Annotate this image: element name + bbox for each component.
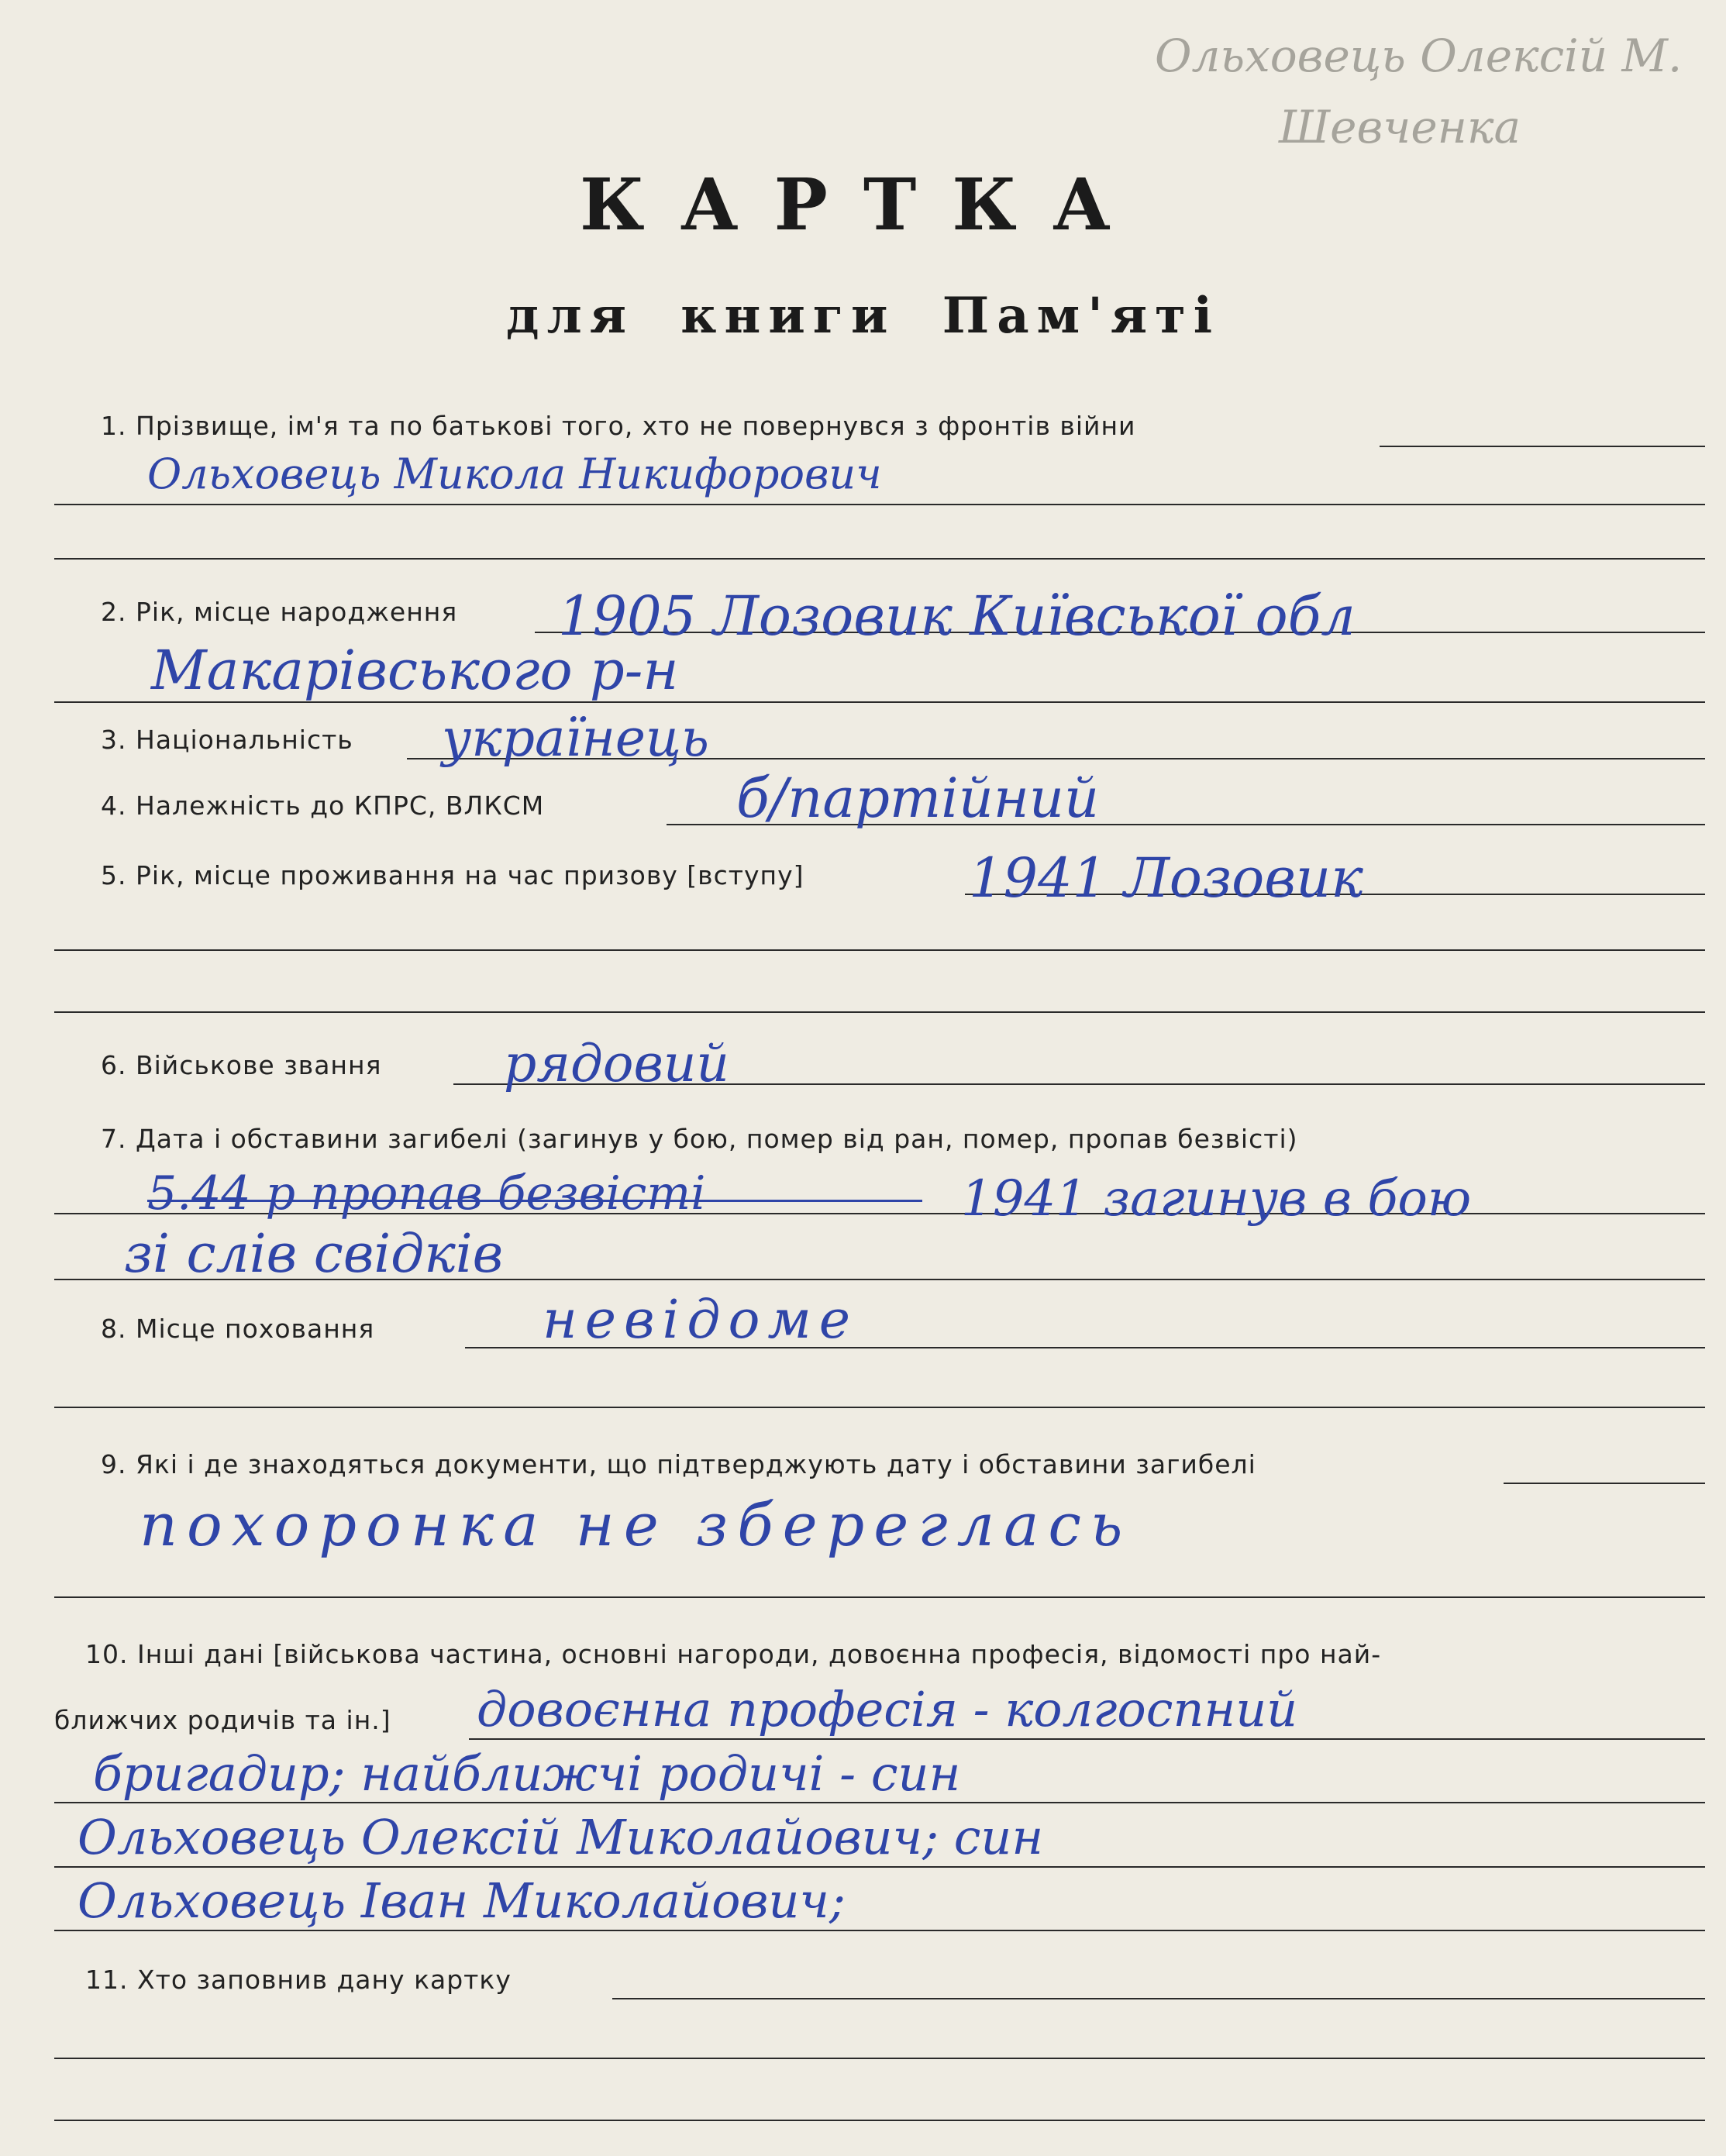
field-10-line-a	[469, 1738, 1705, 1740]
field-11-line-b	[54, 2058, 1705, 2059]
field-8-line-b	[54, 1407, 1705, 1408]
field-5-value: 1941 Лозовик	[969, 846, 1363, 910]
field-10-value-line-2: бригадир; найближчі родичі - син	[93, 1745, 961, 1802]
field-6-value: рядовий	[504, 1034, 729, 1093]
field-1-line-b	[54, 504, 1705, 505]
field-4-text: Належність до КПРС, ВЛКСМ	[136, 790, 545, 821]
field-4-value: б/партійний	[736, 766, 1100, 830]
field-4-number: 4.	[101, 790, 127, 821]
field-7-line-b	[54, 1279, 1705, 1280]
field-2-number: 2.	[101, 597, 127, 627]
field-7-number: 7.	[101, 1124, 127, 1154]
field-11-label	[85, 1965, 512, 1995]
field-10-line-b	[54, 1802, 1705, 1803]
field-3-label	[101, 725, 353, 755]
field-10-value-line-4: Ольховець Іван Миколайович;	[78, 1872, 846, 1929]
field-8-text: Місце поховання	[136, 1314, 375, 1344]
field-5-label	[101, 860, 804, 890]
corner-note-line-1: Ольховець Олексій М.	[1155, 29, 1683, 82]
field-10-line-d	[54, 1930, 1705, 1931]
field-1-label	[101, 411, 1135, 441]
field-7-value-line-2: зі слів свідків	[124, 1224, 504, 1285]
field-2-label	[101, 597, 457, 627]
field-5-line-c	[54, 1011, 1705, 1013]
field-2-value: 1905 Лозовик Київської обл	[558, 584, 1356, 648]
field-3-number: 3.	[101, 725, 127, 755]
field-6-text: Військове звання	[136, 1050, 382, 1080]
field-11-line-c	[54, 2120, 1705, 2121]
field-10-number: 10.	[85, 1639, 129, 1669]
field-9-line-b	[54, 1596, 1705, 1598]
field-7-label	[101, 1124, 1298, 1154]
field-10-label	[85, 1639, 1381, 1669]
field-3-value: українець	[442, 708, 709, 768]
field-8-value: невідоме	[543, 1290, 859, 1351]
field-9-line-a	[1504, 1483, 1705, 1484]
field-1-line-c	[54, 558, 1705, 560]
field-7-strikethrough	[147, 1200, 922, 1202]
field-6-label	[101, 1050, 381, 1080]
card-title: КАРТКА	[580, 163, 1146, 246]
field-8-number: 8.	[101, 1314, 127, 1344]
field-11-line-a	[612, 1998, 1705, 1999]
field-5-text: Рік, місце проживання на час призову [вступу]	[136, 860, 804, 890]
field-7-value-struck: 5.44 р пропав безвісті	[147, 1166, 706, 1221]
field-10-value-line-3: Ольховець Олексій Миколайович; син	[78, 1809, 1044, 1865]
field-1-value: Ольховець Микола Никифорович	[147, 449, 882, 498]
field-9-text: Які і де знаходяться документи, що підтверджують дату і обставини загибелі	[136, 1449, 1256, 1479]
field-7-text: Дата і обставини загибелі (загинув у бою, помер від ран, помер, пропав безвісті)	[136, 1124, 1298, 1154]
field-10-text: Інші дані [військова частина, основні нагороди, довоєнна професія, відомості про най-	[136, 1639, 1382, 1669]
field-10-label-line-2: ближчих родичів та ін.]	[54, 1705, 391, 1735]
field-8-label	[101, 1314, 374, 1344]
field-3-text: Національність	[136, 725, 353, 755]
field-6-number: 6.	[101, 1050, 127, 1080]
field-1-number: 1.	[101, 411, 127, 441]
field-5-number: 5.	[101, 860, 127, 890]
field-1-line-a	[1380, 446, 1705, 447]
field-4-label	[101, 790, 544, 821]
field-7-value: 1941 загинув в бою	[961, 1170, 1472, 1228]
field-1-text: Прізвище, ім'я та по батькові того, хто не повернувся з фронтів війни	[136, 411, 1136, 441]
card-subtitle: для книги Пам'яті	[505, 287, 1221, 345]
field-9-number: 9.	[101, 1449, 127, 1479]
field-10-value: довоєнна професія - колгоспний	[477, 1681, 1298, 1738]
field-2-text: Рік, місце народження	[136, 597, 458, 627]
field-2-value-line-2: Макарівського р-н	[151, 639, 679, 702]
field-5-line-b	[54, 949, 1705, 951]
field-11-text: Хто заповнив дану картку	[136, 1965, 512, 1995]
corner-note-line-2: Шевченка	[1279, 101, 1521, 153]
field-9-label	[101, 1449, 1256, 1479]
field-2-line-b	[54, 701, 1705, 703]
field-10-line-c	[54, 1866, 1705, 1868]
field-9-value: похоронка не збереглась	[140, 1490, 1132, 1559]
field-11-number: 11.	[85, 1965, 129, 1995]
